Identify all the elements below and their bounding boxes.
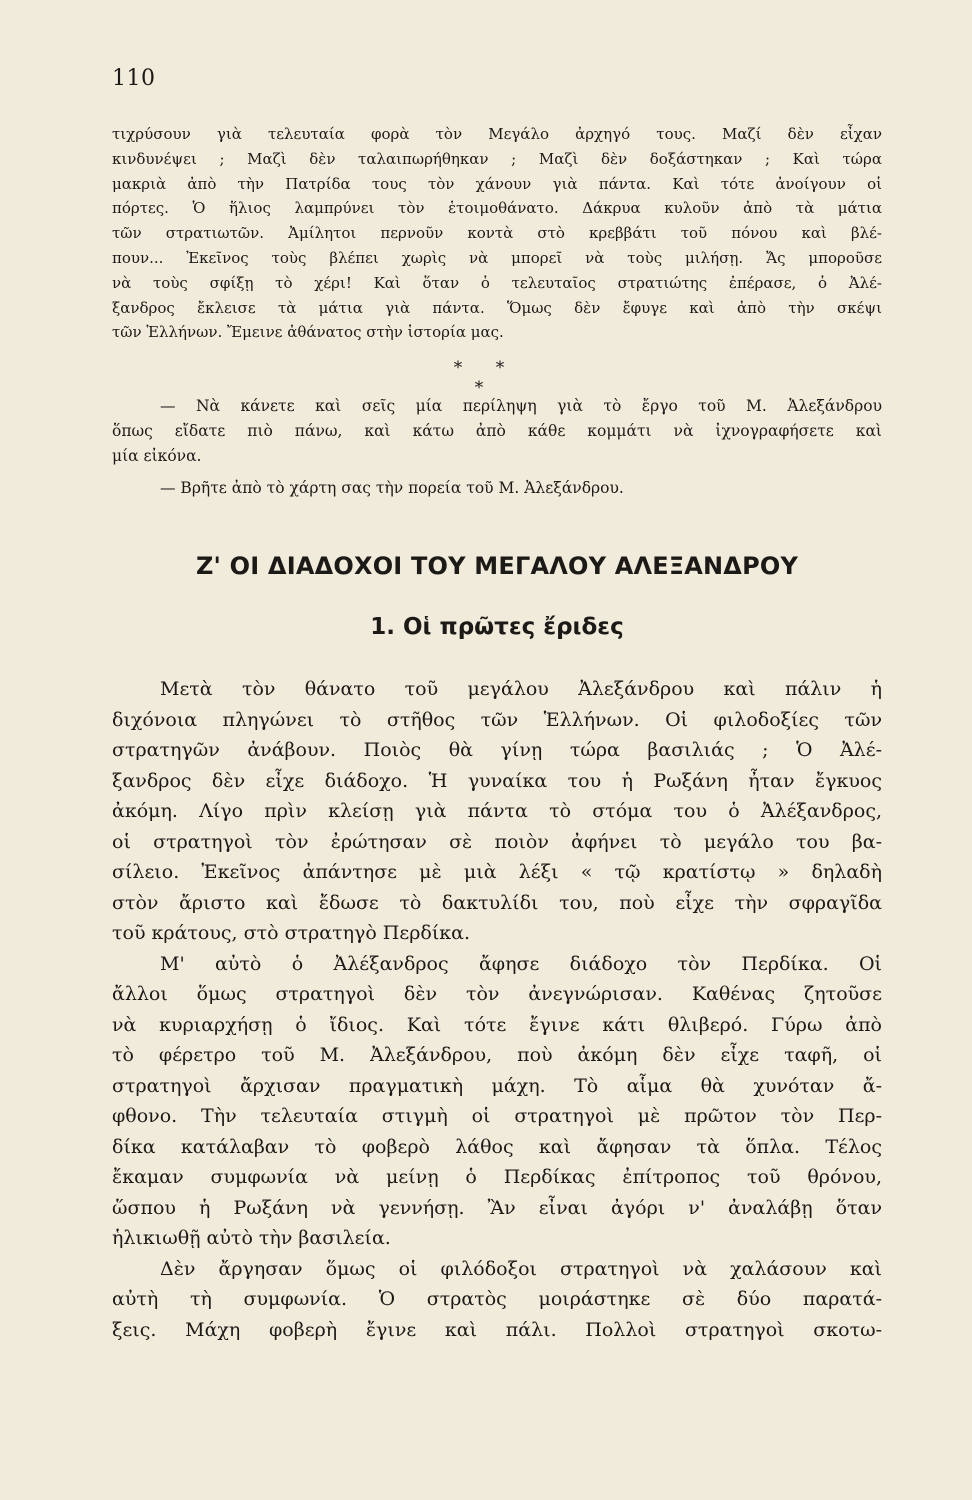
body-line: ἀκόμη. Λίγο πρὶν κλείσῃ γιὰ πάντα τὸ στόμα του ὁ Ἀλέξανδρος,	[112, 800, 882, 822]
body-line: Μ' αὐτὸ ὁ Ἀλέξανδρος ἄφησε διάδοχο τὸν Περδίκα. Οἱ	[160, 952, 882, 975]
body-line: τὸ φέρετρο τοῦ Μ. Ἀλεξάνδρου, ποὺ ἀκόμη δὲν εἶχε ταφῆ, οἱ	[112, 1044, 882, 1066]
text-line: πουν... Ἐκεῖνος τοὺς βλέπει χωρὶς νὰ μπορεῖ νὰ τοὺς μιλήσῃ. Ἄς μποροῦσε	[112, 248, 882, 267]
body-line: ἡλικιωθῇ αὐτὸ τὴν βασιλεία.	[112, 1227, 391, 1249]
text-line: τῶν στρατιωτῶν. Ἀμίλητοι περνοῦν κοντὰ στὸ κρεββάτι τοῦ πόνου καὶ βλέ-	[112, 224, 882, 243]
paragraph	[112, 949, 882, 1254]
body-line: Δὲν ἄργησαν ὅμως οἱ φιλόδοξοι στρατηγοὶ νὰ χαλάσουν καὶ	[160, 1257, 882, 1280]
section-separator: * * *	[453, 358, 519, 398]
body-line: οἱ στρατηγοὶ τὸν ἐρώτησαν σὲ ποιὸν ἀφήνει τὸ μεγάλο του βα-	[112, 830, 882, 853]
exercise-block	[112, 394, 882, 501]
body-line: διχόνοια πληγώνει τὸ στῆθος τῶν Ἑλλήνων. Οἱ φιλοδοξίες τῶν	[112, 708, 882, 731]
exercise-line: — Νὰ κάνετε καὶ σεῖς μία περίληψη γιὰ τὸ ἔργο τοῦ Μ. Ἀλεξάνδρου	[160, 397, 882, 415]
text-line: τῶν Ἑλλήνων. Ἔμεινε ἀθάνατος στὴν ἱστορία μας.	[112, 323, 504, 342]
text-line: πόρτες. Ὁ ἥλιος λαμπρύνει τὸν ἑτοιμοθάνατο. Δάκρυα κυλοῦν ἀπὸ τὰ μάτια	[112, 199, 882, 218]
body-line: δίκα κατάλαβαν τὸ φοβερὸ λάθος καὶ ἄφησαν τὰ ὅπλα. Τέλος	[112, 1135, 882, 1158]
paragraph	[112, 674, 882, 949]
text-line: νὰ τοὺς σφίξῃ τὸ χέρι! Καὶ ὅταν ὁ τελευταῖος στρατιώτης ἐπέρασε, ὁ Ἀλέ-	[112, 273, 882, 292]
text-line: τιχρύσουν γιὰ τελευταία φορὰ τὸν Μεγάλο ἀρχηγό τους. Μαζί δὲν εἶχαν	[112, 125, 882, 143]
body-line: στρατηγῶν ἀνάβουν. Ποιὸς θὰ γίνῃ τώρα βασιλιάς ; Ὁ Ἀλέ-	[112, 739, 882, 761]
body-line: στρατηγοὶ ἄρχισαν πραγματικὴ μάχη. Τὸ αἷμα θὰ χυνόταν ἄ-	[112, 1074, 882, 1097]
text-line: μακριὰ ἀπὸ τὴν Πατρίδα τους τὸν χάνουν γιὰ πάντα. Καὶ τότε ἀνοίγουν οἱ	[112, 174, 882, 193]
body-line: αὐτὴ τὴ συμφωνία. Ὁ στρατὸς μοιράστηκε σὲ δύο παρατά-	[112, 1288, 882, 1310]
body-line: φθονο. Τὴν τελευταία στιγμὴ οἱ στρατηγοὶ μὲ πρῶτον τὸν Περ-	[112, 1105, 882, 1127]
chapter-title: Ζ' ΟΙ ΔΙΑΔΟΧΟΙ ΤΟΥ ΜΕΓΑΛΟΥ ΑΛΕΞΑΝΔΡΟΥ	[195, 552, 799, 580]
body-line: στὸν ἄριστο καὶ ἔδωσε τὸ δακτυλίδι του, ποὺ εἶχε τὴν σφραγῖδα	[112, 891, 882, 914]
text-line: κινδυνέψει ; Μαζὶ δὲν ταλαιπωρήθηκαν ; Μαζὶ δὲν δοξάστηκαν ; Καὶ τώρα	[112, 149, 882, 168]
page-number: 110	[112, 66, 156, 91]
text-line: ξανδρος ἔκλεισε τὰ μάτια γιὰ πάντα. Ὅμως δὲν ἔφυγε καὶ ἀπὸ τὴν σκέψι	[112, 298, 882, 317]
exercise-line: ὅπως εἴδατε πιὸ πάνω, καὶ κάτω ἀπὸ κάθε κομμάτι νὰ ἰχνογραφήσετε καὶ	[112, 421, 882, 440]
body-line: ὥσπου ἡ Ρωξάνη νὰ γεννήσῃ. Ἂν εἶναι ἀγόρι ν' ἀναλάβῃ ὅταν	[112, 1196, 882, 1219]
section-title: 1. Οἱ πρῶτες ἔριδες	[370, 614, 624, 640]
body-line: τοῦ κράτους, στὸ στρατηγὸ Περδίκα.	[112, 922, 471, 944]
body-line: ξανδρος δὲν εἶχε διάδοχο. Ἡ γυναίκα του ἡ Ρωξάνη ἦταν ἔγκυος	[112, 769, 882, 792]
body-line: Μετὰ τὸν θάνατο τοῦ μεγάλου Ἀλεξάνδρου καὶ πάλιν ἡ	[160, 678, 882, 700]
body-line: ἄλλοι ὅμως στρατηγοὶ δὲν τὸν ἀνεγνώρισαν. Καθένας ζητοῦσε	[112, 983, 882, 1005]
exercise-line: μία εἰκόνα.	[112, 446, 202, 465]
body-line: νὰ κυριαρχήσῃ ὁ ἴδιος. Καὶ τότε ἔγινε κάτι θλιβερό. Γύρω ἀπὸ	[112, 1013, 882, 1036]
body-line: ἔκαμαν συμφωνία νὰ μείνῃ ὁ Περδίκας ἐπίτροπος τοῦ θρόνου,	[112, 1166, 882, 1188]
exercise-line: — Βρῆτε ἀπὸ τὸ χάρτη σας τὴν πορεία τοῦ Μ. Ἀλεξάνδρου.	[160, 479, 624, 498]
body-text	[112, 674, 882, 1345]
paragraph	[112, 1254, 882, 1346]
body-line: σίλειο. Ἐκεῖνος ἀπάντησε μὲ μιὰ λέξι « τῷ κρατίστῳ » δηλαδὴ	[112, 861, 882, 883]
previous-section-text	[112, 122, 882, 345]
body-line: ξεις. Μάχη φοβερὴ ἔγινε καὶ πάλι. Πολλοὶ στρατηγοὶ σκοτω-	[112, 1318, 882, 1341]
